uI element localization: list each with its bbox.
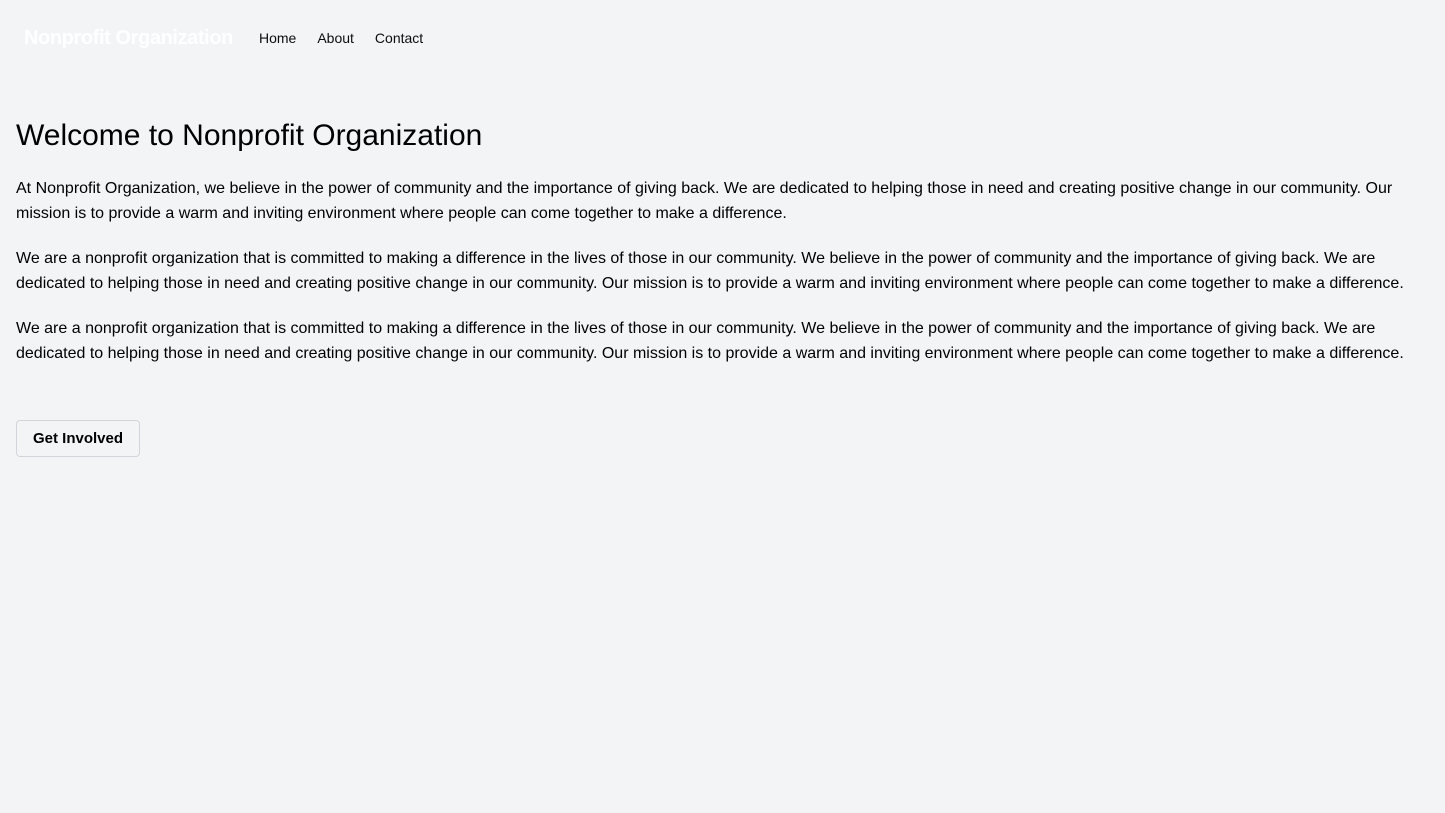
mission-paragraph-2: We are a nonprofit organization that is committed to making a difference in the lives of those in our community. We believe in the power of community and the importance of giving back. We are dedicated to helping those in need and creating positive change in our community. Our mission is to provide a warm and inviting environment where people can come together to make a difference. (16, 320, 1404, 362)
nav-link-about[interactable]: About (317, 30, 354, 46)
nav-link-home[interactable]: Home (258, 30, 297, 46)
brand-title: Nonprofit Organization (24, 27, 233, 49)
get-involved-button[interactable]: Get Involved (16, 420, 140, 457)
intro-paragraph: At Nonprofit Organization, we believe in the power of community and the importance of giving back. We are dedicated to helping those in need and creating positive change in our community. Our mission is to provide a warm and inviting environment where people can come together to make a difference. (16, 180, 1393, 222)
page-title: Welcome to Nonprofit Organization (16, 119, 483, 152)
mission-paragraph-1: We are a nonprofit organization that is committed to making a difference in the lives of those in our community. We believe in the power of community and the importance of giving back. We are dedicated to helping those in need and creating positive change in our community. Our mission is to provide a warm and inviting environment where people can come together to make a difference. (16, 250, 1404, 292)
nav-menu (259, 28, 444, 48)
main-content (0, 76, 1445, 457)
navbar (0, 0, 1445, 76)
nav-link-contact[interactable]: Contact (374, 30, 424, 46)
